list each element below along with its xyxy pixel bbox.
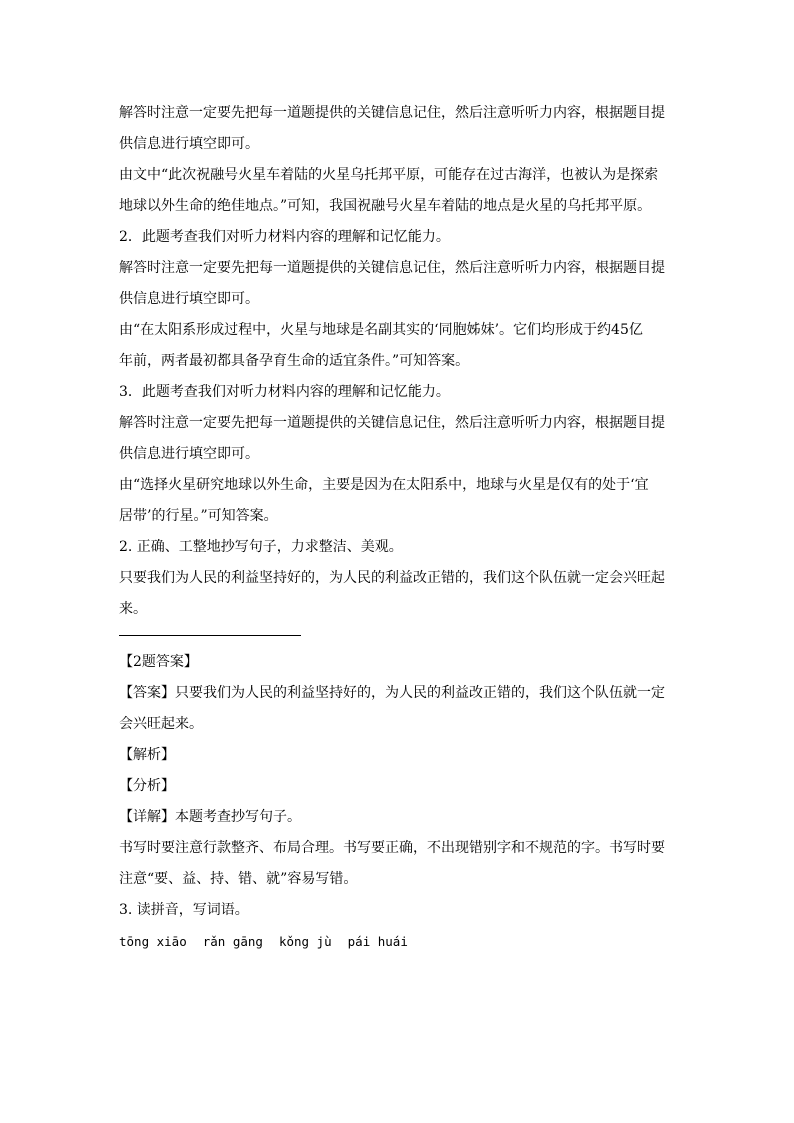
text-line: 2．此题考查我们对听力材料内容的理解和记忆能力。	[119, 229, 450, 245]
text-line: 居带’的行星。”可知答案。	[119, 508, 278, 524]
pinyin-row	[119, 926, 671, 957]
text-line: 【详解】本题考查抄写句子。	[119, 809, 301, 825]
text-line: 【答案】只要我们为人民的利益坚持好的，为人民的利益改正错的，我们这个队伍就一定	[119, 685, 665, 701]
text-line: 由文中“此次祝融号火星车着陆的火星乌托邦平原，可能存在过古海洋，也被认为是探索	[119, 167, 659, 183]
pinyin-item: tōng xiāo	[119, 934, 187, 949]
text-line: 注意“要、益、持、错、就”容易写错。	[119, 871, 358, 887]
text-line: 解答时注意一定要先把每一道题提供的关键信息记住，然后注意听听力内容，根据题目提	[119, 260, 665, 276]
text-line: 地球以外生命的绝佳地点。”可知，我国祝融号火星车着陆的地点是火星的乌托邦平原。	[119, 198, 652, 214]
text-line: 会兴旺起来。	[119, 716, 203, 732]
analysis-section	[119, 98, 671, 625]
document-page	[119, 98, 671, 957]
text-line: 年前，两者最初都具备孕育生命的适宜条件。”可知答案。	[119, 353, 470, 369]
text-line: 解答时注意一定要先把每一道题提供的关键信息记住，然后注意听听力内容，根据题目提	[119, 415, 665, 431]
text-line: 供信息进行填空即可。	[119, 291, 259, 307]
text-line: 书写时要注意行款整齐、布局合理。书写要正确，不出现错别字和不规范的字。书写时要	[119, 840, 665, 856]
analysis-heading: 【解析】	[119, 747, 175, 763]
breakdown-heading: 【分析】	[119, 778, 175, 794]
text-line: 2. 正确、工整地抄写句子，力求整洁、美观。	[119, 539, 403, 555]
text-line: 只要我们为人民的利益坚持好的，为人民的利益改正错的，我们这个队伍就一定会兴旺起	[119, 570, 665, 586]
text-line: 供信息进行填空即可。	[119, 136, 259, 152]
question-heading: 3. 读拼音，写词语。	[119, 902, 249, 918]
text-line: 解答时注意一定要先把每一道题提供的关键信息记住，然后注意听听力内容，根据题目提	[119, 105, 665, 121]
pinyin-item: rǎn gāng	[202, 934, 263, 949]
text-line: 由“选择火星研究地球以外生命，主要是因为在太阳系中，地球与火星是仅有的处于‘宜	[119, 477, 649, 493]
text-line: 3．此题考查我们对听力材料内容的理解和记忆能力。	[119, 384, 450, 400]
text-line: 来。	[119, 601, 147, 617]
pinyin-item: kǒng jù	[278, 934, 332, 949]
footnote-separator	[119, 625, 671, 647]
pinyin-item: pái huái	[347, 934, 408, 949]
text-line: 供信息进行填空即可。	[119, 446, 259, 462]
separator-line	[119, 635, 301, 636]
text-line: 由“在太阳系形成过程中，火星与地球是名副其实的‘同胞姊妹’。它们均形成于约45亿	[119, 322, 643, 338]
answer-heading: 【2题答案】	[119, 654, 198, 670]
answer-section	[119, 647, 671, 957]
